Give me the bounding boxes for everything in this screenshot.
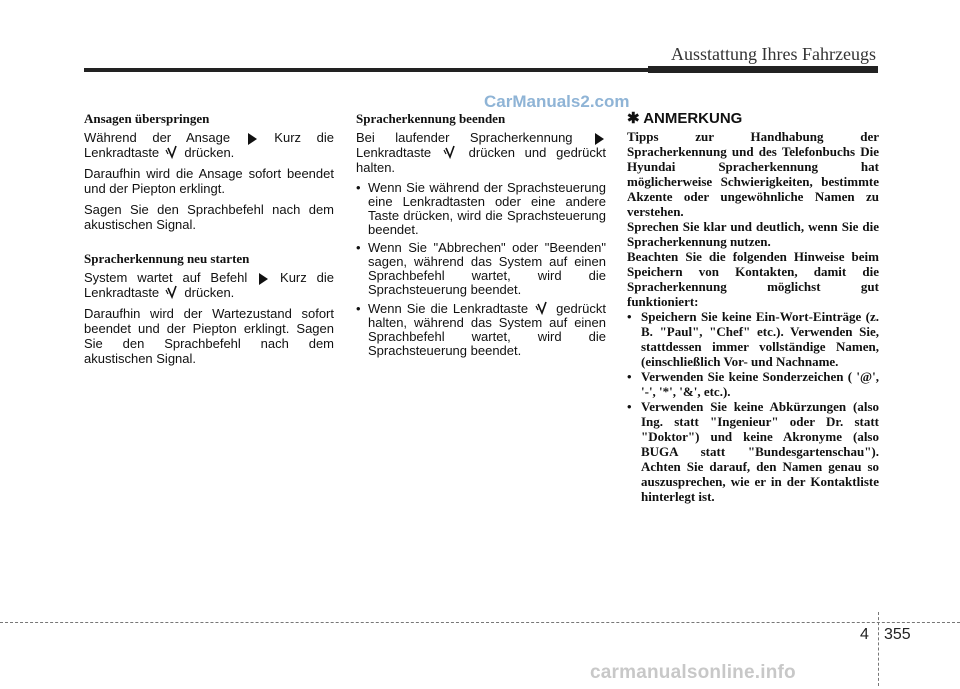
note-paragraph-intro: Tipps zur Handhabung der Spracherkennung und des Telefonbuchs Die Hyundai Spracherkennung hat möglicherweise Schwierigkeiten, bestimmte Akzente oder ungewöhnliche Namen zu verstehen. <box>627 129 879 219</box>
footer-divider <box>878 612 879 686</box>
play-icon <box>248 133 257 145</box>
play-icon <box>259 273 268 285</box>
running-header: Ausstattung Ihres Fahrzeugs <box>671 44 876 64</box>
note-box <box>627 110 879 504</box>
note-hints-list <box>627 309 879 504</box>
column-left <box>84 110 334 372</box>
voice-talk-icon <box>535 301 549 315</box>
voice-talk-icon <box>165 145 179 159</box>
paragraph-skip-result: Daraufhin wird die Ansage sofort beendet und der Piepton erklingt. <box>84 166 334 196</box>
page-number: 355 <box>884 626 911 643</box>
note-paragraph-hints: Beachten Sie die folgenden Hinweise beim Speichern von Kontakten, damit die Spracherkennung möglichst gut funktioniert: <box>627 249 879 309</box>
watermark-carmanualsonline: carmanualsonline.info <box>590 662 796 683</box>
paragraph-end-instruction: Bei laufender Spracherkennung Lenkradtaste drücken und gedrückt halten. <box>356 130 606 175</box>
end-conditions-list <box>356 181 606 358</box>
header-rule-accent <box>648 66 878 73</box>
chapter-number: 4 <box>860 626 869 643</box>
play-icon <box>595 133 604 145</box>
watermark-carmanuals2: CarManuals2.com <box>484 92 630 111</box>
list-item: • Verwenden Sie keine Abkürzungen (also Ing. statt "Ingenieur" oder Dr. statt "Doktor") und keine Akronyme (also BUGA statt "Bundesgartenschau"). Achten Sie darauf, den Namen genau so auszusprechen, wie er in der Kontaktliste hinterlegt ist. <box>627 399 879 504</box>
list-item: • Speichern Sie keine Ein-Wort-Einträge (z. B. "Paul", "Chef" etc.). Verwenden Sie, stattdessen immer vollständige Namen, (einschließlich Vor- und Nachname. <box>627 309 879 369</box>
voice-talk-icon <box>165 285 179 299</box>
list-item: • Verwenden Sie keine Sonderzeichen ( '@', '-', '*', '&', etc.). <box>627 369 879 399</box>
list-item: • Wenn Sie während der Sprachsteuerung eine Lenkradtasten oder eine andere Taste drücken, wird die Sprachsteuerung beendet. <box>356 181 606 237</box>
paragraph-skip-instruction: Während der Ansage Kurz die Lenkradtaste drücken. <box>84 130 334 160</box>
footer-rule <box>0 622 960 623</box>
paragraph-restart-result: Daraufhin wird der Wartezustand sofort beendet und der Piepton erklingt. Sagen Sie den Sprachbefehl nach dem akustischen Signal. <box>84 306 334 366</box>
section-title-restart: Spracherkennung neu starten <box>84 251 250 266</box>
paragraph-skip-command: Sagen Sie den Sprachbefehl nach dem akustischen Signal. <box>84 202 334 232</box>
paragraph-restart-instruction: System wartet auf Befehl Kurz die Lenkradtaste drücken. <box>84 270 334 300</box>
asterisk-icon: ✱ <box>627 110 644 127</box>
column-middle <box>356 110 606 362</box>
note-paragraph-speak: Sprechen Sie klar und deutlich, wenn Sie die Spracherkennung nutzen. <box>627 219 879 249</box>
section-title-end: Spracherkennung beenden <box>356 111 506 126</box>
list-item: • Wenn Sie "Abbrechen" oder "Beenden" sagen, während das System auf einen Sprachbefehl wartet, wird die Sprachsteuerung beendet. <box>356 241 606 297</box>
voice-talk-icon <box>443 145 457 159</box>
section-title-skip: Ansagen überspringen <box>84 111 210 126</box>
note-title: ✱ ANMERKUNG <box>627 110 743 127</box>
list-item: • Wenn Sie die Lenkradtaste gedrückt halten, während das System auf einen Sprachbefehl wartet, wird die Sprachsteuerung beendet. <box>356 301 606 358</box>
